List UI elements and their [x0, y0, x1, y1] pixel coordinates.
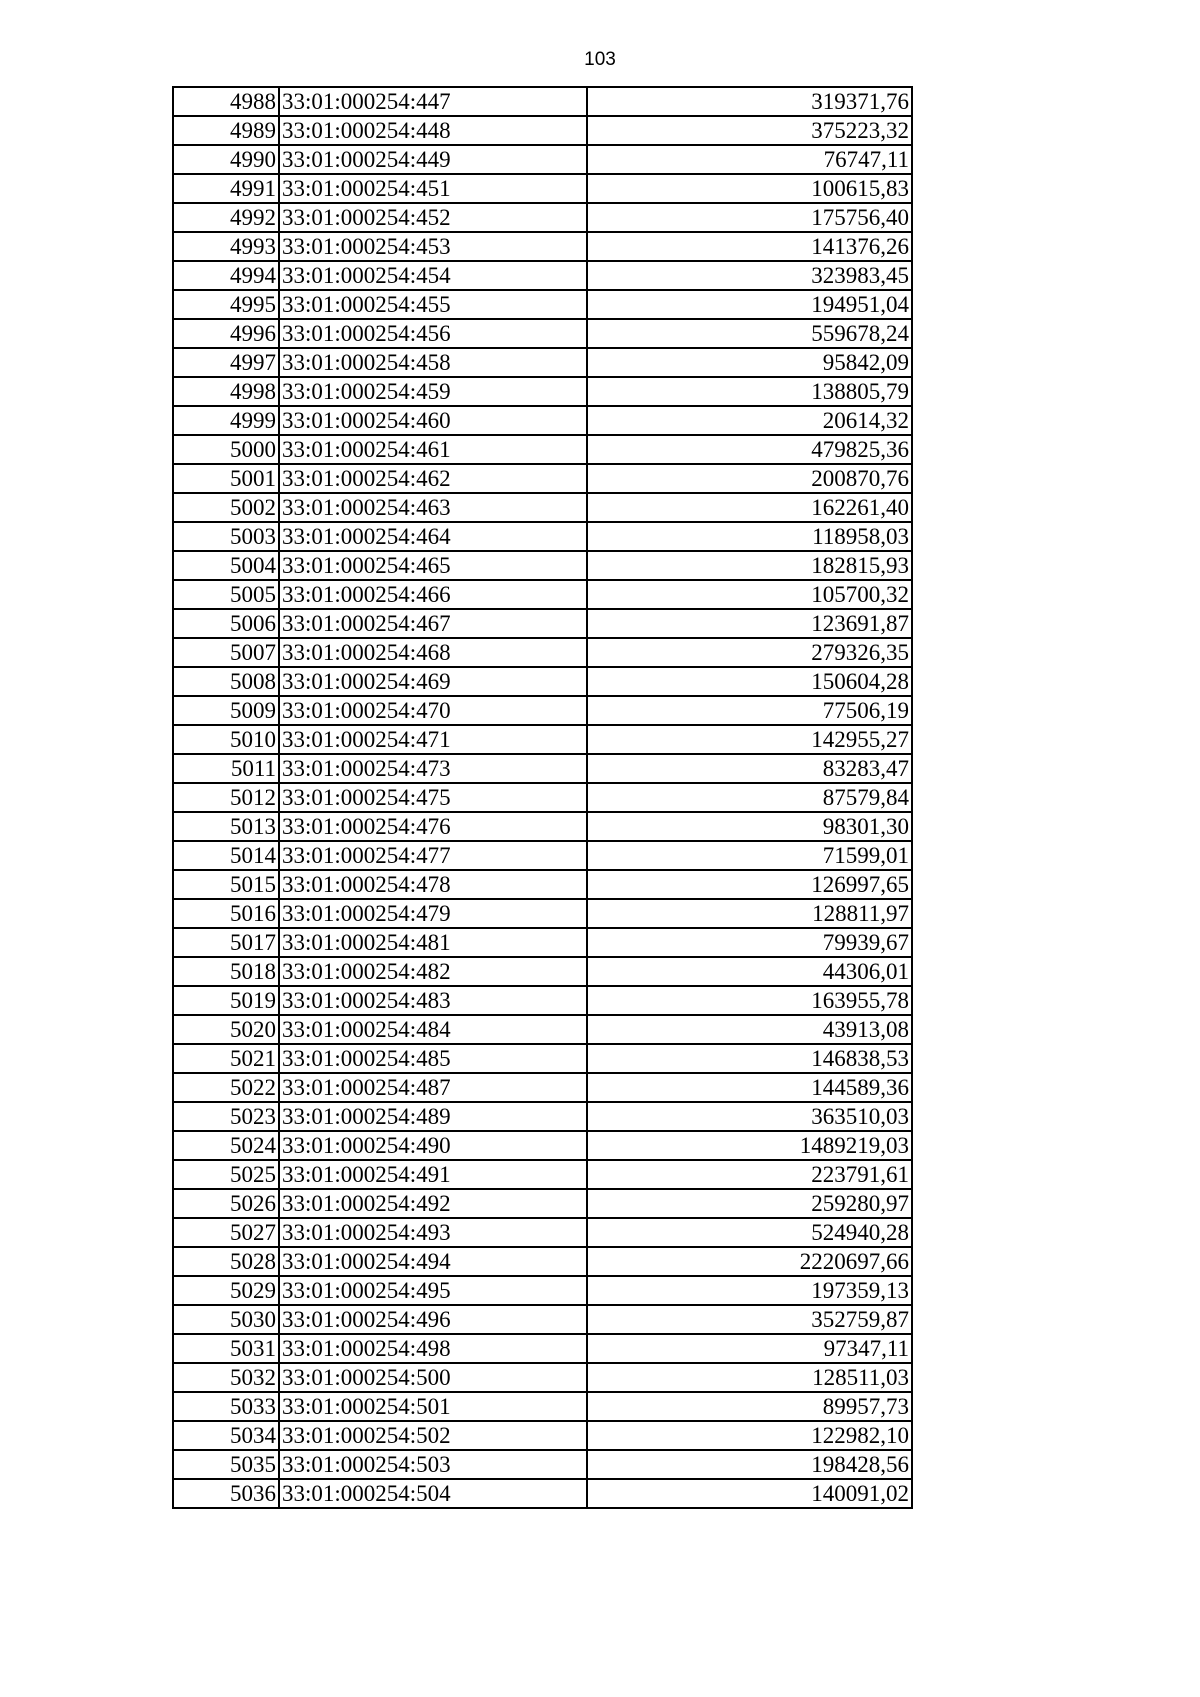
table-row	[173, 1218, 912, 1247]
cadastral-number-cell: 33:01:000254:483	[279, 986, 587, 1015]
row-number-cell: 5020	[173, 1015, 279, 1044]
row-number-cell: 5001	[173, 464, 279, 493]
cadastral-number-cell: 33:01:000254:460	[279, 406, 587, 435]
cadastral-number-cell: 33:01:000254:490	[279, 1131, 587, 1160]
table-row	[173, 203, 912, 232]
table-row	[173, 870, 912, 899]
row-number-cell: 4996	[173, 319, 279, 348]
table-row	[173, 174, 912, 203]
table-row	[173, 638, 912, 667]
cadastral-number-cell: 33:01:000254:498	[279, 1334, 587, 1363]
value-cell: 89957,73	[587, 1392, 912, 1421]
table-row	[173, 348, 912, 377]
table-row	[173, 667, 912, 696]
row-number-cell: 5029	[173, 1276, 279, 1305]
cadastral-number-cell: 33:01:000254:491	[279, 1160, 587, 1189]
value-cell: 1489219,03	[587, 1131, 912, 1160]
value-cell: 87579,84	[587, 783, 912, 812]
value-cell: 162261,40	[587, 493, 912, 522]
table-row	[173, 551, 912, 580]
table-row	[173, 116, 912, 145]
row-number-cell: 5032	[173, 1363, 279, 1392]
value-cell: 44306,01	[587, 957, 912, 986]
table-row	[173, 1044, 912, 1073]
value-cell: 2220697,66	[587, 1247, 912, 1276]
row-number-cell: 5015	[173, 870, 279, 899]
row-number-cell: 5003	[173, 522, 279, 551]
cadastral-number-cell: 33:01:000254:500	[279, 1363, 587, 1392]
row-number-cell: 4993	[173, 232, 279, 261]
table-row	[173, 377, 912, 406]
table-row	[173, 986, 912, 1015]
cadastral-number-cell: 33:01:000254:496	[279, 1305, 587, 1334]
cadastral-number-cell: 33:01:000254:447	[279, 87, 587, 116]
row-number-cell: 5014	[173, 841, 279, 870]
table-row	[173, 1305, 912, 1334]
table-row	[173, 1276, 912, 1305]
table-row	[173, 261, 912, 290]
value-cell: 71599,01	[587, 841, 912, 870]
cadastral-number-cell: 33:01:000254:467	[279, 609, 587, 638]
value-cell: 98301,30	[587, 812, 912, 841]
table-row	[173, 319, 912, 348]
row-number-cell: 4999	[173, 406, 279, 435]
value-cell: 150604,28	[587, 667, 912, 696]
cadastral-number-cell: 33:01:000254:492	[279, 1189, 587, 1218]
row-number-cell: 5010	[173, 725, 279, 754]
cadastral-number-cell: 33:01:000254:485	[279, 1044, 587, 1073]
value-cell: 175756,40	[587, 203, 912, 232]
value-cell: 128811,97	[587, 899, 912, 928]
value-cell: 77506,19	[587, 696, 912, 725]
value-cell: 200870,76	[587, 464, 912, 493]
table-row	[173, 1015, 912, 1044]
value-cell: 323983,45	[587, 261, 912, 290]
value-cell: 83283,47	[587, 754, 912, 783]
table-row	[173, 145, 912, 174]
table-row	[173, 1392, 912, 1421]
cadastral-number-cell: 33:01:000254:470	[279, 696, 587, 725]
cadastral-number-cell: 33:01:000254:463	[279, 493, 587, 522]
value-cell: 142955,27	[587, 725, 912, 754]
value-cell: 141376,26	[587, 232, 912, 261]
value-cell: 20614,32	[587, 406, 912, 435]
value-cell: 144589,36	[587, 1073, 912, 1102]
table-row	[173, 580, 912, 609]
table-row	[173, 841, 912, 870]
table-row	[173, 783, 912, 812]
row-number-cell: 5031	[173, 1334, 279, 1363]
value-cell: 138805,79	[587, 377, 912, 406]
cadastral-number-cell: 33:01:000254:479	[279, 899, 587, 928]
cadastral-number-cell: 33:01:000254:449	[279, 145, 587, 174]
cadastral-number-cell: 33:01:000254:501	[279, 1392, 587, 1421]
cadastral-number-cell: 33:01:000254:458	[279, 348, 587, 377]
cadastral-number-cell: 33:01:000254:448	[279, 116, 587, 145]
row-number-cell: 5008	[173, 667, 279, 696]
table-row	[173, 899, 912, 928]
row-number-cell: 5022	[173, 1073, 279, 1102]
value-cell: 352759,87	[587, 1305, 912, 1334]
cadastral-number-cell: 33:01:000254:462	[279, 464, 587, 493]
row-number-cell: 5012	[173, 783, 279, 812]
cadastral-number-cell: 33:01:000254:502	[279, 1421, 587, 1450]
cadastral-number-cell: 33:01:000254:482	[279, 957, 587, 986]
row-number-cell: 5013	[173, 812, 279, 841]
value-cell: 146838,53	[587, 1044, 912, 1073]
cadastral-number-cell: 33:01:000254:459	[279, 377, 587, 406]
row-number-cell: 4991	[173, 174, 279, 203]
row-number-cell: 5024	[173, 1131, 279, 1160]
value-cell: 559678,24	[587, 319, 912, 348]
row-number-cell: 5023	[173, 1102, 279, 1131]
row-number-cell: 5011	[173, 754, 279, 783]
cadastral-number-cell: 33:01:000254:504	[279, 1479, 587, 1508]
value-cell: 79939,67	[587, 928, 912, 957]
table-row	[173, 1102, 912, 1131]
row-number-cell: 4992	[173, 203, 279, 232]
row-number-cell: 5016	[173, 899, 279, 928]
table-row	[173, 1131, 912, 1160]
row-number-cell: 4997	[173, 348, 279, 377]
table-row	[173, 1334, 912, 1363]
value-cell: 182815,93	[587, 551, 912, 580]
value-cell: 122982,10	[587, 1421, 912, 1450]
cadastral-number-cell: 33:01:000254:489	[279, 1102, 587, 1131]
page-number: 103	[584, 49, 616, 70]
cadastral-number-cell: 33:01:000254:495	[279, 1276, 587, 1305]
row-number-cell: 4989	[173, 116, 279, 145]
value-cell: 223791,61	[587, 1160, 912, 1189]
row-number-cell: 4988	[173, 87, 279, 116]
value-cell: 163955,78	[587, 986, 912, 1015]
cadastral-value-table	[172, 86, 913, 1509]
row-number-cell: 5007	[173, 638, 279, 667]
row-number-cell: 5034	[173, 1421, 279, 1450]
value-cell: 118958,03	[587, 522, 912, 551]
row-number-cell: 4994	[173, 261, 279, 290]
table-row	[173, 1421, 912, 1450]
cadastral-number-cell: 33:01:000254:461	[279, 435, 587, 464]
row-number-cell: 5000	[173, 435, 279, 464]
value-cell: 95842,09	[587, 348, 912, 377]
value-cell: 43913,08	[587, 1015, 912, 1044]
row-number-cell: 5002	[173, 493, 279, 522]
table-row	[173, 696, 912, 725]
value-cell: 375223,32	[587, 116, 912, 145]
value-cell: 123691,87	[587, 609, 912, 638]
cadastral-number-cell: 33:01:000254:464	[279, 522, 587, 551]
table-row	[173, 1073, 912, 1102]
row-number-cell: 5033	[173, 1392, 279, 1421]
cadastral-number-cell: 33:01:000254:475	[279, 783, 587, 812]
row-number-cell: 5017	[173, 928, 279, 957]
value-cell: 126997,65	[587, 870, 912, 899]
table-row	[173, 1363, 912, 1392]
value-cell: 259280,97	[587, 1189, 912, 1218]
row-number-cell: 4995	[173, 290, 279, 319]
cadastral-number-cell: 33:01:000254:456	[279, 319, 587, 348]
cadastral-number-cell: 33:01:000254:451	[279, 174, 587, 203]
row-number-cell: 5025	[173, 1160, 279, 1189]
value-cell: 479825,36	[587, 435, 912, 464]
table-row	[173, 87, 912, 116]
table-row	[173, 1160, 912, 1189]
cadastral-number-cell: 33:01:000254:478	[279, 870, 587, 899]
cadastral-number-cell: 33:01:000254:494	[279, 1247, 587, 1276]
cadastral-number-cell: 33:01:000254:453	[279, 232, 587, 261]
table-body	[173, 87, 912, 1508]
row-number-cell: 5009	[173, 696, 279, 725]
value-cell: 363510,03	[587, 1102, 912, 1131]
row-number-cell: 5004	[173, 551, 279, 580]
value-cell: 97347,11	[587, 1334, 912, 1363]
row-number-cell: 5019	[173, 986, 279, 1015]
cadastral-number-cell: 33:01:000254:471	[279, 725, 587, 754]
cadastral-number-cell: 33:01:000254:466	[279, 580, 587, 609]
table-row	[173, 1189, 912, 1218]
cadastral-number-cell: 33:01:000254:481	[279, 928, 587, 957]
row-number-cell: 5030	[173, 1305, 279, 1334]
cadastral-number-cell: 33:01:000254:493	[279, 1218, 587, 1247]
row-number-cell: 5006	[173, 609, 279, 638]
value-cell: 319371,76	[587, 87, 912, 116]
cadastral-number-cell: 33:01:000254:473	[279, 754, 587, 783]
value-cell: 524940,28	[587, 1218, 912, 1247]
cadastral-number-cell: 33:01:000254:484	[279, 1015, 587, 1044]
cadastral-number-cell: 33:01:000254:487	[279, 1073, 587, 1102]
cadastral-number-cell: 33:01:000254:469	[279, 667, 587, 696]
cadastral-number-cell: 33:01:000254:468	[279, 638, 587, 667]
table-row	[173, 609, 912, 638]
row-number-cell: 4990	[173, 145, 279, 174]
row-number-cell: 5021	[173, 1044, 279, 1073]
row-number-cell: 5005	[173, 580, 279, 609]
table-row	[173, 464, 912, 493]
cadastral-number-cell: 33:01:000254:476	[279, 812, 587, 841]
table-row	[173, 1450, 912, 1479]
row-number-cell: 5026	[173, 1189, 279, 1218]
cadastral-number-cell: 33:01:000254:477	[279, 841, 587, 870]
value-cell: 128511,03	[587, 1363, 912, 1392]
cadastral-number-cell: 33:01:000254:455	[279, 290, 587, 319]
table-row	[173, 493, 912, 522]
table-row	[173, 406, 912, 435]
value-cell: 76747,11	[587, 145, 912, 174]
row-number-cell: 5028	[173, 1247, 279, 1276]
value-cell: 279326,35	[587, 638, 912, 667]
cadastral-number-cell: 33:01:000254:503	[279, 1450, 587, 1479]
table-row	[173, 812, 912, 841]
table-row	[173, 725, 912, 754]
table-row	[173, 522, 912, 551]
cadastral-number-cell: 33:01:000254:454	[279, 261, 587, 290]
value-cell: 197359,13	[587, 1276, 912, 1305]
table-row	[173, 928, 912, 957]
value-cell: 194951,04	[587, 290, 912, 319]
value-cell: 198428,56	[587, 1450, 912, 1479]
value-cell: 105700,32	[587, 580, 912, 609]
row-number-cell: 5027	[173, 1218, 279, 1247]
row-number-cell: 4998	[173, 377, 279, 406]
table-row	[173, 1247, 912, 1276]
table-row	[173, 1479, 912, 1508]
table-row	[173, 435, 912, 464]
cadastral-number-cell: 33:01:000254:452	[279, 203, 587, 232]
row-number-cell: 5018	[173, 957, 279, 986]
table-row	[173, 957, 912, 986]
table-row	[173, 290, 912, 319]
table-row	[173, 232, 912, 261]
value-cell: 140091,02	[587, 1479, 912, 1508]
value-cell: 100615,83	[587, 174, 912, 203]
row-number-cell: 5035	[173, 1450, 279, 1479]
cadastral-number-cell: 33:01:000254:465	[279, 551, 587, 580]
row-number-cell: 5036	[173, 1479, 279, 1508]
table-row	[173, 754, 912, 783]
